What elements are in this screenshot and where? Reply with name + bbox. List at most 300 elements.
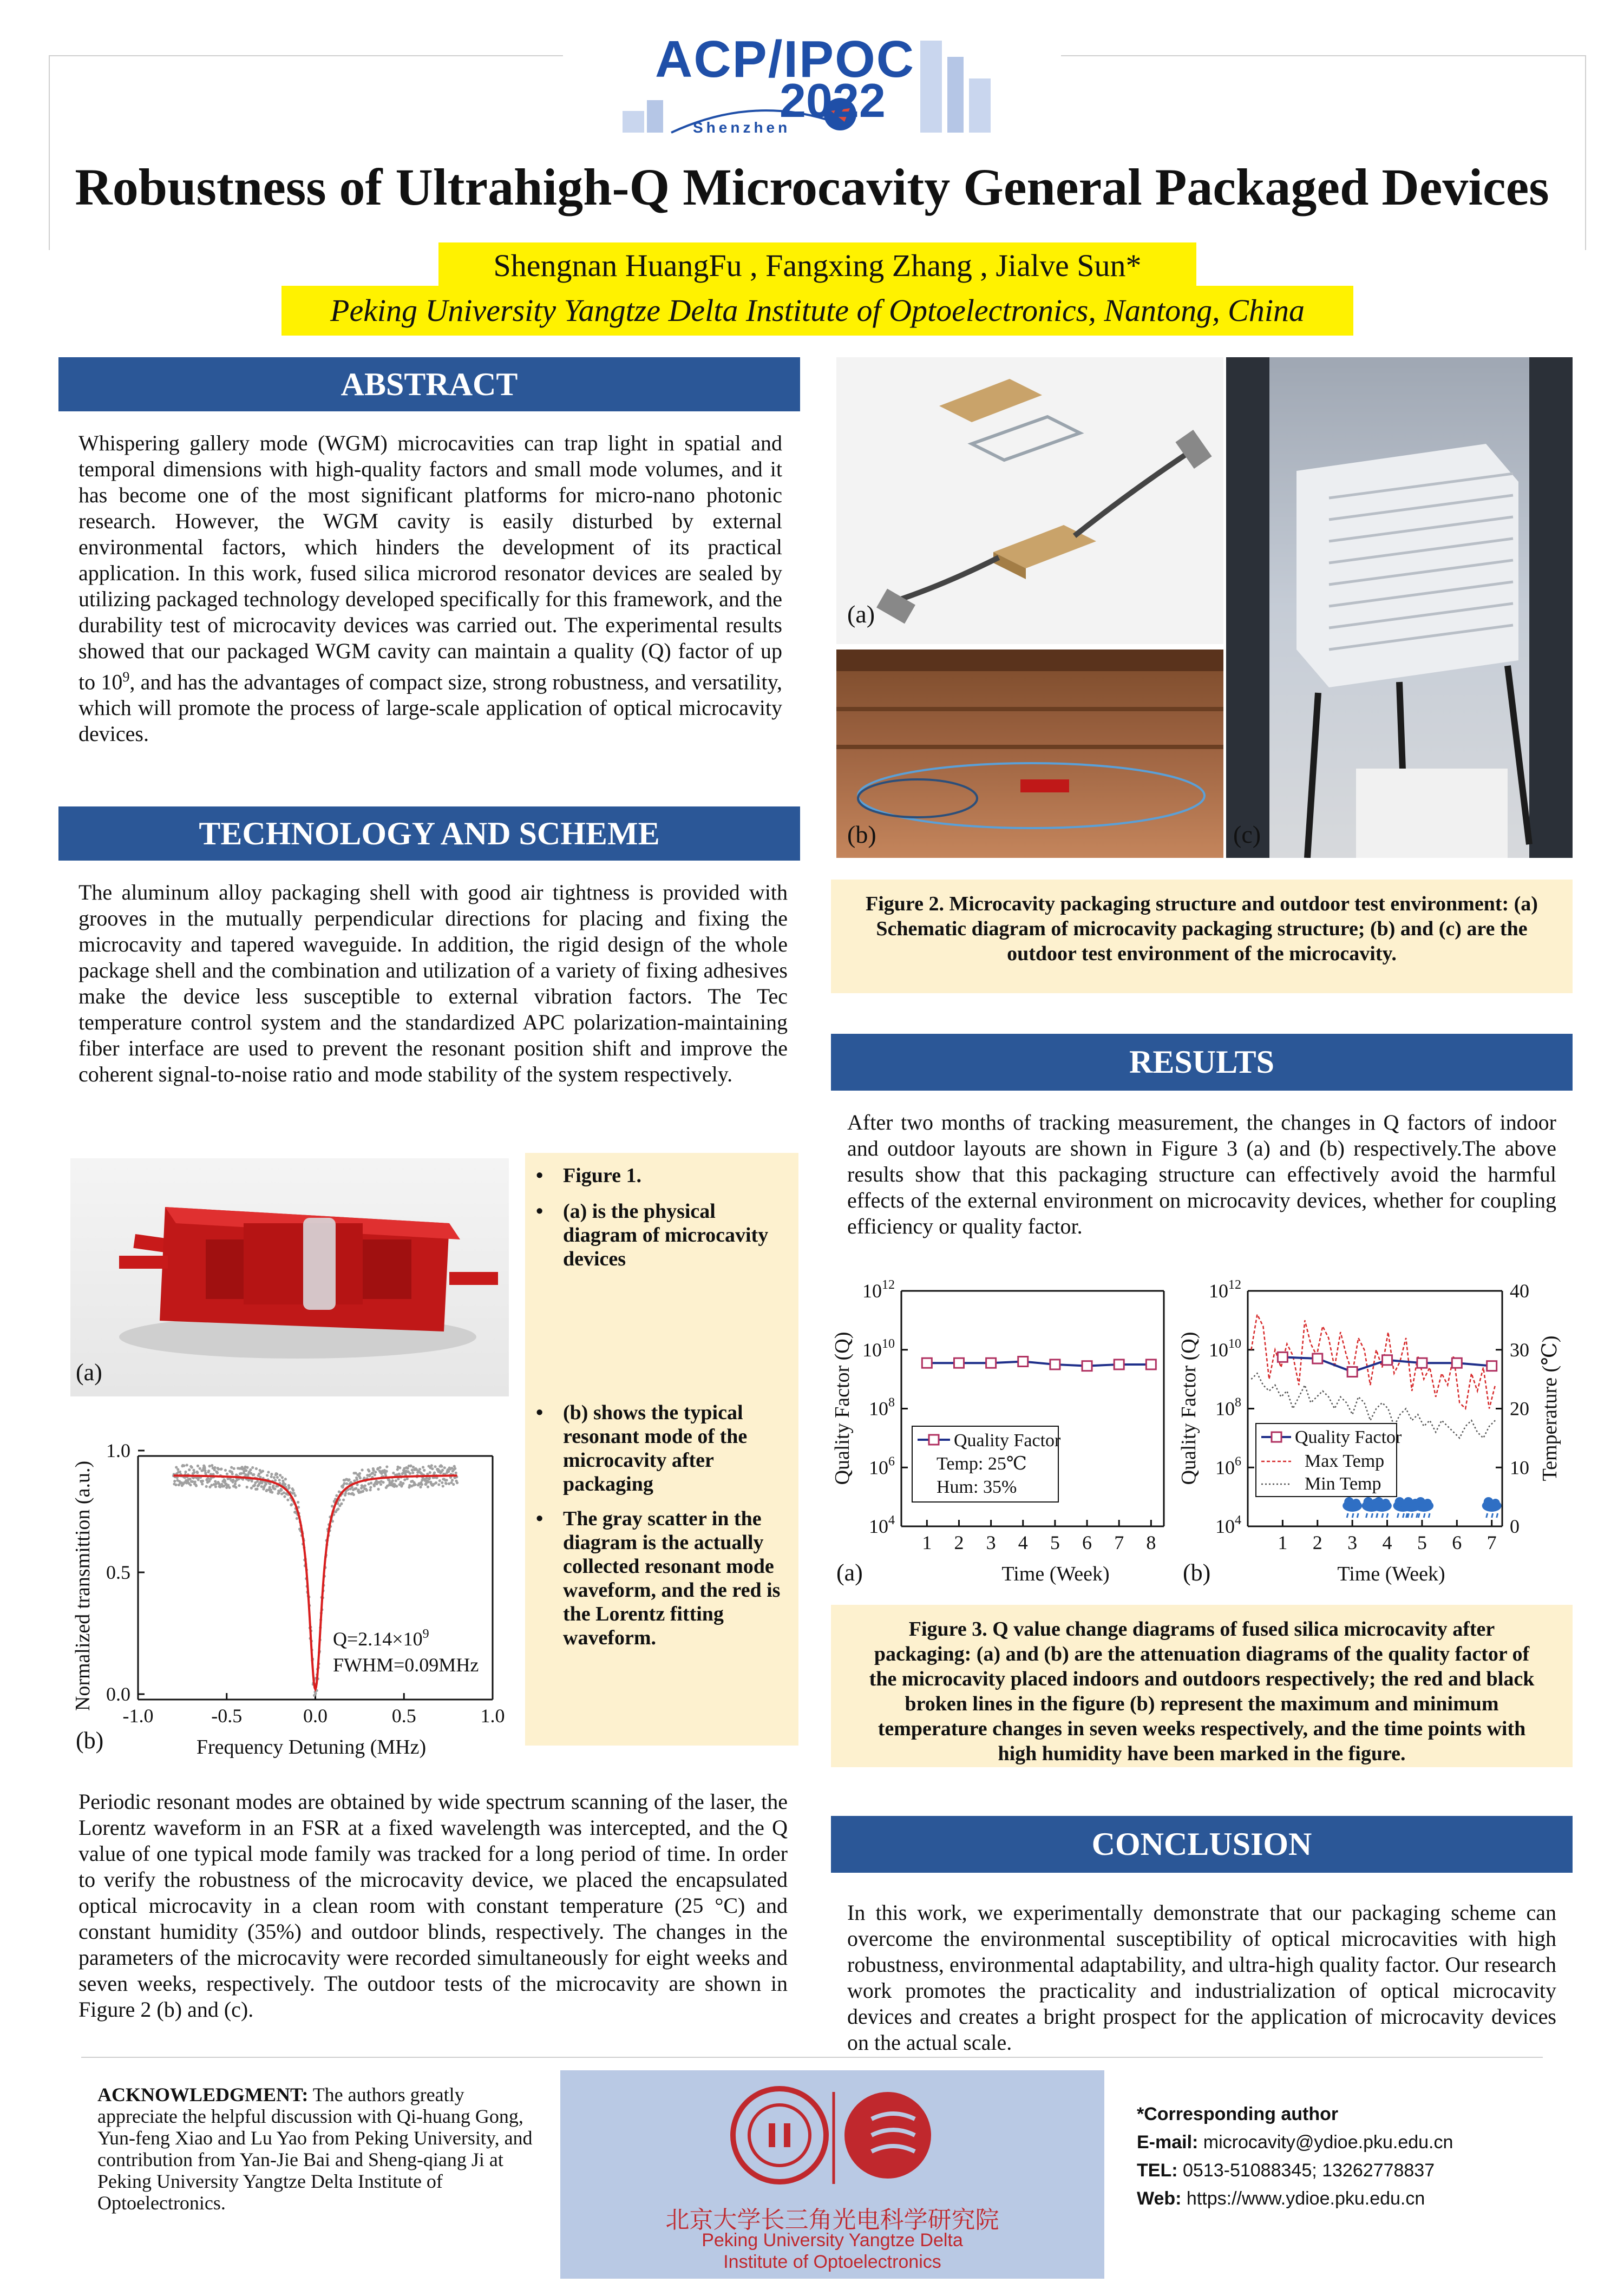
fig3a-q-point — [1018, 1357, 1028, 1367]
fig3b-q-point — [1487, 1361, 1497, 1371]
fig1b-scatter-point — [367, 1482, 370, 1485]
fig1b-scatter-point — [296, 1517, 298, 1520]
fig1b-scatter-point — [281, 1476, 284, 1479]
fig3b-ytick-label: $10^4$ — [1215, 1513, 1241, 1537]
conclusion-heading: CONCLUSION — [831, 1816, 1573, 1873]
fig3a-xtick-label: 4 — [1018, 1532, 1028, 1553]
fig1b-scatter-point — [340, 1503, 343, 1505]
fig1b-scatter-point — [240, 1472, 243, 1475]
frame-bottom — [81, 2057, 1543, 2058]
fig3a-ylabel: Quality Factor (Q) — [831, 1331, 854, 1485]
fig1b-scatter-point — [412, 1466, 415, 1468]
fig1b-scatter-point — [385, 1470, 388, 1473]
fig1b-scatter-point — [447, 1470, 450, 1473]
fig1b-scatter-point — [283, 1495, 286, 1498]
exploded-package-image — [836, 357, 1223, 644]
institution-name-english-2: Institute of Optoelectronics — [723, 2252, 941, 2272]
fig1b-scatter-point — [204, 1469, 206, 1472]
fig1b-scatter-point — [441, 1481, 443, 1484]
humidity-cloud-icon — [1372, 1497, 1392, 1518]
fig3b-xtick-label: 4 — [1382, 1532, 1392, 1553]
fig3b-y2tick-label: 20 — [1510, 1398, 1529, 1420]
fig1b-scatter-point — [283, 1491, 285, 1494]
frame-right — [1585, 55, 1586, 250]
periodic-resonance-text: Periodic resonant modes are obtained by wide spectrum scanning of the laser, the Lorentz waveform in an FSR at a fixed wavelength was intercepted, and the Q value of one typical mode family was tracked for a long period of time. In order to verify the robustness of the microcavity device, we placed the encapsulated optical microcavity in a clean room with constant temperature (25 °C) and constant humidity (35%) and outdoor blinds, respectively. The changes in the parameters of the microcavity were recorded simultaneously for eight weeks and seven weeks, respectively. The outdoor tests of the microcavity are shown in Figure 2 (b) and (c). — [78, 1789, 788, 2022]
fig3b-legend-max-label: Max Temp — [1305, 1451, 1385, 1471]
fig1b-scatter-point — [217, 1468, 220, 1471]
fig1b-scatter-point — [210, 1484, 213, 1486]
fig1b-scatter-point — [440, 1465, 443, 1468]
affiliation: Peking University Yangtze Delta Institute of Optoelectronics, Nantong, China — [281, 286, 1353, 336]
fig3b-xlabel: Time (Week) — [1337, 1563, 1445, 1585]
conference-logo — [617, 30, 1007, 149]
fig3b-q-point — [1452, 1358, 1462, 1368]
louvered-shelter-image — [1226, 357, 1573, 858]
fig1b-scatter-point — [213, 1466, 216, 1469]
fig1b-scatter-point — [255, 1467, 258, 1470]
fig1b-scatter-point — [267, 1471, 270, 1473]
abstract-text-exponent: 9 — [122, 669, 130, 685]
fig1b-scatter-point — [421, 1479, 423, 1481]
fig3a-legend-hum: Hum: 35% — [937, 1477, 1017, 1497]
fig1b-scatter-point — [448, 1482, 450, 1485]
fig1b-scatter-point — [224, 1480, 226, 1482]
fig1b-scatter-point — [391, 1479, 394, 1482]
fig3a-ytick-label: $10^{12}$ — [862, 1278, 895, 1302]
fig3b-xtick-label: 3 — [1347, 1532, 1358, 1553]
fig1b-ylabel: Normalized transmittion (a.u.) — [71, 1460, 94, 1711]
fig3b-ylabel: Quality Factor (Q) — [1177, 1331, 1200, 1485]
fig1b-scatter-point — [271, 1491, 273, 1494]
fig1b-scatter-point — [270, 1488, 272, 1491]
fig1b-scatter-point — [214, 1485, 217, 1488]
fig1b-scatter-point — [201, 1482, 204, 1485]
fig1b-scatter-point — [385, 1465, 388, 1468]
fig1b-scatter-point — [414, 1483, 417, 1486]
fig3b-y2tick-label: 30 — [1510, 1339, 1529, 1361]
fig1b-scatter-point — [365, 1489, 368, 1492]
fig1b-scatter-point — [441, 1469, 444, 1472]
fig1b-scatter-point — [273, 1487, 276, 1490]
fig1b-scatter-point — [348, 1478, 350, 1481]
fig1b-scatter-point — [224, 1469, 227, 1472]
fig1b-scatter-point — [411, 1468, 414, 1471]
fig1b-scatter-point — [368, 1470, 370, 1472]
fig1b-scatter-point — [270, 1473, 273, 1475]
fig1b-scatter-point — [188, 1468, 191, 1471]
fig1b-scatter-point — [361, 1468, 363, 1471]
fig1b-scatter-point — [226, 1473, 228, 1475]
fig3a-xtick-label: 6 — [1082, 1532, 1092, 1553]
fig1b-scatter-point — [435, 1481, 437, 1484]
fig1b-xtick-label: 1.0 — [480, 1705, 505, 1727]
fig1b-scatter-point — [363, 1477, 365, 1479]
fig3a-xtick-label: 1 — [922, 1532, 932, 1553]
figure3-caption-box — [831, 1605, 1573, 1767]
fig3a-xtick-label: 5 — [1050, 1532, 1060, 1553]
fig1b-scatter-point — [392, 1472, 395, 1474]
fig1b-scatter-point — [409, 1465, 412, 1467]
fig3b-q-point — [1383, 1355, 1392, 1365]
fig1b-scatter-point — [355, 1487, 357, 1490]
fig1b-scatter-point — [438, 1479, 441, 1482]
fig3a-xtick-label: 2 — [954, 1532, 964, 1553]
fig1b-scatter-point — [207, 1477, 209, 1480]
figure1-bullet-list — [536, 1164, 790, 1650]
fig1b-scatter-point — [205, 1485, 208, 1488]
fig1b-scatter-point — [252, 1473, 255, 1476]
fig1b-scatter-point — [337, 1507, 339, 1510]
fig1b-scatter-point — [231, 1472, 234, 1475]
fig3a-q-point — [1146, 1360, 1156, 1369]
fig1b-scatter-point — [182, 1464, 185, 1467]
fig1b-scatter-point — [256, 1480, 259, 1482]
fig1b-scatter-point — [442, 1485, 444, 1487]
fig1b-scatter-point — [403, 1478, 406, 1481]
fig3a-xtick-label: 7 — [1114, 1532, 1124, 1553]
fig1b-scatter-point — [431, 1467, 434, 1470]
fig1b-scatter-point — [228, 1486, 231, 1489]
fig1b-scatter-point — [234, 1486, 237, 1488]
fig1b-scatter-point — [434, 1465, 436, 1468]
fig1b-scatter-point — [402, 1482, 404, 1485]
fig3a-xtick-label: 3 — [986, 1532, 996, 1553]
author-list: Shengnan HuangFu , Fangxing Zhang , Jialve Sun* — [438, 242, 1196, 289]
fig1b-scatter-point — [370, 1481, 372, 1484]
fig1b-scatter-point — [454, 1467, 456, 1470]
fig3a-legend-label: Quality Factor — [954, 1431, 1061, 1451]
figure1-label-b: (b) — [76, 1727, 104, 1754]
fig1b-scatter-point — [276, 1473, 278, 1475]
fig1b-scatter-point — [345, 1482, 348, 1485]
contact-web-row: Web: https://www.ydioe.pku.edu.cn — [1137, 2188, 1425, 2209]
fig1b-scatter-point — [451, 1479, 454, 1481]
fig1b-scatter-point — [380, 1472, 383, 1475]
fig1b-scatter-point — [352, 1493, 355, 1496]
abstract-text-main: Whispering gallery mode (WGM) microcavities can trap light in spatial and temporal dimensions with high-quality factors and small mode volumes, and it has become one of the most significant platforms for micro-nano photonic research. However, the WGM cavity is easily disturbed by external environmental factors, which hinders the development of its practical application. In this work, fused silica microrod resonator devices are sealed by utilizing packaged technology developed specifically for this framework, and the durability test of microcavity devices was carried out. The experimental results showed that our packaged WGM cavity can maintain a quality (Q) factor of up to 10 — [78, 431, 782, 694]
contact-email-row: E-mail: microcavity@ydioe.pku.edu.cn — [1137, 2132, 1453, 2153]
fig1b-scatter-point — [189, 1484, 192, 1486]
results-heading: RESULTS — [831, 1034, 1573, 1091]
fig1b-scatter-point — [251, 1466, 254, 1469]
fig1b-scatter-point — [373, 1485, 376, 1487]
fig1b-scatter-point — [193, 1471, 195, 1474]
fig1b-scatter-point — [430, 1464, 433, 1467]
fig3a-xtick-label: 8 — [1146, 1532, 1156, 1553]
fig3a-xlabel: Time (Week) — [1001, 1563, 1110, 1585]
contact-web[interactable]: https://www.ydioe.pku.edu.cn — [1181, 2188, 1425, 2209]
fig1b-scatter-point — [191, 1480, 194, 1483]
fig1b-scatter-point — [348, 1492, 350, 1495]
fig1b-scatter-point — [377, 1488, 379, 1491]
logo-city: Shenzhen — [693, 119, 791, 136]
fig1b-scatter-point — [270, 1475, 273, 1478]
fig3a-q-point — [922, 1358, 932, 1368]
fig1b-scatter-point — [269, 1482, 271, 1485]
fig3b-xtick-label: 6 — [1452, 1532, 1462, 1553]
figure3-label-b: (b) — [1183, 1559, 1211, 1586]
fig3b-xtick-label: 2 — [1312, 1532, 1322, 1553]
fig1b-xtick-label: 0.0 — [303, 1705, 328, 1727]
fig1b-scatter-point — [428, 1477, 431, 1479]
fig1b-scatter-point — [207, 1470, 210, 1472]
fig1b-scatter-point — [445, 1482, 448, 1485]
fig3b-y2tick-label: 0 — [1510, 1516, 1520, 1537]
acknowledgment — [97, 2084, 541, 2214]
fig1b-scatter-point — [379, 1483, 382, 1486]
figure3-label-a: (a) — [836, 1559, 863, 1586]
fig1b-scatter-point — [253, 1484, 256, 1486]
fig3b-xtick-label: 5 — [1417, 1532, 1427, 1553]
fig3a-legend-marker — [929, 1435, 939, 1445]
fig1b-scatter-point — [314, 1692, 317, 1695]
fig1b-scatter-point — [174, 1484, 177, 1486]
fig1b-scatter-point — [197, 1465, 199, 1467]
acknowledgment-text: The authors greatly appreciate the helpful discussion with Qi-huang Gong, Yun-feng Xiao and Lu Yao from Peking University, and contribution from Yan-Jie Bai and Sheng-qiang Ji at Peking University Yangtze Delta Institute of Optoelectronics. — [97, 2084, 533, 2214]
fig1b-scatter-point — [196, 1471, 199, 1474]
fig3a-ytick-label: $10^4$ — [869, 1513, 895, 1537]
fig1b-scatter-point — [261, 1470, 264, 1472]
fig1b-scatter-point — [331, 1505, 333, 1507]
fig3b-ytick-label: $10^6$ — [1215, 1454, 1241, 1479]
figure3a-chart — [828, 1250, 1175, 1597]
fig3b-y2tick-label: 40 — [1510, 1280, 1529, 1302]
figure1-bullet-a: • (a) is the physical diagram of microcavity devices — [536, 1200, 769, 1270]
frame-left — [49, 55, 50, 250]
institution-name-english-1: Peking University Yangtze Delta — [702, 2230, 963, 2251]
conclusion-text: In this work, we experimentally demonstrate that our packaging scheme can overcome the environmental susceptibility of optical microcavities with high robustness, environmental adaptability, and ultra-high quality factor. Our research work promotes the practicality and industrialization of optical microcavity devices and creates a bright prospect for the application of microcavity devices on the actual scale. — [847, 1900, 1556, 2055]
fig1b-scatter-point — [245, 1469, 247, 1472]
fig1b-scatter-point — [429, 1471, 431, 1474]
figure2-label-c: (c) — [1233, 821, 1261, 848]
fig1b-scatter-point — [276, 1476, 279, 1479]
fig1b-scatter-point — [395, 1479, 397, 1482]
acknowledgment-label: ACKNOWLEDGMENT: — [97, 2084, 309, 2105]
fig1b-scatter-point — [197, 1478, 200, 1481]
fig1b-scatter-point — [342, 1499, 345, 1501]
fig3b-legend-q-label: Quality Factor — [1295, 1427, 1402, 1447]
fig1b-scatter-point — [425, 1477, 428, 1480]
fig3a-ytick-label: $10^6$ — [869, 1454, 895, 1479]
fig1b-ytick-label: 0.0 — [106, 1683, 130, 1705]
figure3b-chart — [1175, 1250, 1575, 1597]
fig1b-scatter-point — [443, 1466, 446, 1469]
pku-seal-icon — [725, 2081, 942, 2195]
fig1b-scatter-point — [364, 1484, 366, 1487]
logo-year: 2022 — [780, 74, 886, 127]
fig1b-scatter-point — [232, 1479, 234, 1481]
fig3b-q-point — [1347, 1367, 1357, 1377]
fig1b-scatter-point — [279, 1474, 281, 1477]
fig1b-scatter-point — [179, 1471, 181, 1473]
logo-acronym: ACP/IPOC — [655, 30, 915, 88]
fig1b-scatter-point — [214, 1480, 217, 1482]
fig1b-ytick-label: 1.0 — [106, 1440, 130, 1461]
fig1b-scatter-point — [388, 1479, 391, 1482]
fig1b-scatter-point — [278, 1479, 281, 1481]
frame-top-left — [49, 55, 563, 56]
figure1-bullet-fit: • The gray scatter in the diagram is the actually collected resonant mode waveform, and the red is the Lorentz fitting waveform. — [536, 1507, 781, 1649]
fig1b-scatter-point — [176, 1468, 179, 1471]
fig1b-scatter-point — [191, 1466, 193, 1468]
fig1b-scatter-point — [427, 1480, 430, 1483]
fig3b-q-point — [1278, 1352, 1287, 1362]
fig1b-scatter-point — [343, 1482, 345, 1485]
fig3b-q-point — [1313, 1354, 1322, 1363]
fig3a-q-point — [1114, 1360, 1124, 1369]
fig1b-scatter-point — [369, 1486, 372, 1488]
fig1b-scatter-point — [353, 1479, 356, 1482]
fig3a-q-point — [1082, 1361, 1092, 1371]
contact-info — [1137, 2100, 1570, 2213]
fig1b-scatter-point — [452, 1483, 455, 1486]
fig1b-scatter-point — [382, 1481, 384, 1484]
fig1b-scatter-point — [272, 1484, 274, 1487]
figure1b-chart — [68, 1407, 522, 1764]
fig1b-scatter-point — [362, 1490, 364, 1492]
technology-heading: TECHNOLOGY AND SCHEME — [58, 806, 800, 861]
fig1b-scatter-point — [173, 1480, 176, 1482]
fig3a-legend-temp: Temp: 25℃ — [937, 1454, 1027, 1474]
fig1b-scatter-point — [220, 1467, 222, 1470]
fig1b-scatter-point — [395, 1485, 398, 1487]
fig1b-scatter-point — [266, 1474, 269, 1477]
frame-top-right — [1061, 55, 1586, 56]
fig1b-scatter-point — [421, 1483, 423, 1486]
fig1b-scatter-point — [455, 1472, 457, 1474]
poster-title: Robustness of Ultrahigh-Q Microcavity General Packaged Devices — [75, 158, 1549, 216]
fig1b-scatter-point — [359, 1477, 362, 1479]
fig1b-scatter-point — [411, 1471, 414, 1474]
fig1b-xtick-label: -1.0 — [122, 1705, 154, 1727]
fig1b-scatter-point — [369, 1488, 371, 1491]
fig3a-ytick-label: $10^{10}$ — [862, 1336, 895, 1361]
fig1b-scatter-point — [419, 1486, 422, 1488]
technology-text: The aluminum alloy packaging shell with good air tightness is provided with grooves in the mutually perpendicular directions for placing and fixing the microcavity and tapered waveguide. In addition, the rigid design of the whole package shell and the combination and utilization of a variety of fixing adhesives make the device less susceptible to external vibration factors. The Tec temperature control system and the standardized APC polarization-maintaining fiber interface are used to prevent the resonant position shift and improve the coherent signal-to-noise ratio and mode stability of the system respectively. — [78, 880, 788, 1086]
fig1b-scatter-point — [297, 1501, 299, 1504]
fig1b-scatter-point — [273, 1476, 276, 1479]
figure1-bullet-title: • Figure 1. — [536, 1164, 641, 1187]
institution-name-chinese: 北京大学长三角光电科学研究院 — [665, 2206, 999, 2234]
fig1b-scatter-point — [286, 1499, 289, 1501]
fig1b-scatter-point — [280, 1488, 283, 1491]
figure2-label-b: (b) — [847, 821, 876, 848]
fig1b-scatter-point — [284, 1483, 286, 1486]
fig1b-scatter-point — [204, 1467, 206, 1470]
fig1b-scatter-point — [246, 1466, 248, 1469]
fig1b-scatter-point — [456, 1481, 459, 1484]
figure1-bullet-b: • (b) shows the typical resonant mode of the microcavity after packaging — [536, 1401, 748, 1495]
fig1b-scatter-point — [400, 1481, 402, 1484]
fig1b-annotation-fwhm: FWHM=0.09MHz — [333, 1654, 479, 1676]
fig1b-scatter-point — [422, 1466, 424, 1468]
fig1b-scatter-point — [219, 1486, 221, 1488]
fig1b-annotation-q: $Q=2.14\times 10^9$ — [333, 1627, 429, 1650]
contact-tel: 0513-51088345; 13262778837 — [1177, 2160, 1435, 2181]
fig3b-q-point — [1417, 1358, 1427, 1368]
fig1b-scatter-point — [184, 1471, 187, 1473]
figure2c-photo — [1226, 357, 1573, 858]
fig1b-scatter-point — [233, 1467, 235, 1470]
contact-email[interactable]: microcavity@ydioe.pku.edu.cn — [1198, 2132, 1453, 2153]
fig1b-scatter-point — [335, 1494, 338, 1497]
fig1b-scatter-point — [250, 1487, 253, 1490]
fig1b-scatter-point — [269, 1486, 271, 1488]
fig3a-ytick-label: $10^8$ — [869, 1395, 895, 1420]
fig3b-y2label: Temperature (℃) — [1538, 1335, 1561, 1481]
figure1a-photo — [70, 1158, 509, 1396]
fig1b-scatter-point — [195, 1484, 198, 1487]
fig1b-scatter-point — [378, 1466, 381, 1469]
fig3b-xtick-label: 1 — [1278, 1532, 1288, 1553]
fig1b-scatter-point — [437, 1483, 440, 1486]
fig3b-ytick-label: $10^8$ — [1215, 1395, 1241, 1420]
fig1b-scatter-point — [201, 1480, 204, 1482]
contact-heading: *Corresponding author — [1137, 2104, 1339, 2124]
fig3b-ytick-label: $10^{10}$ — [1209, 1336, 1241, 1361]
abstract-text-end: , and has the advantages of compact size, strong robustness, and versatility, which will promote the process of large-scale application of optical microcavity devices. — [78, 670, 782, 746]
fig1b-scatter-point — [445, 1479, 448, 1481]
fig1b-scatter-point — [374, 1471, 377, 1473]
fig1b-scatter-point — [427, 1485, 429, 1488]
fig1b-scatter-point — [284, 1478, 287, 1480]
figure3-caption: Figure 3. Q value change diagrams of fused silica microcavity after packaging: (a) and (b) are the attenuation diagrams of the quality factor of the microcavity placed indoors and outdoors respectively; the red and black broken lines in the figure (b) represent the maximum and minimum temperature changes in seven weeks respectively, and the time points with high humidity have been marked in the figure. — [869, 1618, 1535, 1765]
fig1b-scatter-point — [398, 1466, 401, 1469]
fig3a-q-point — [1050, 1360, 1060, 1369]
fig3a-q-point — [986, 1358, 996, 1368]
fig1b-xlabel: Frequency Detuning (MHz) — [196, 1736, 427, 1759]
fig1b-scatter-point — [230, 1466, 233, 1469]
fig1b-scatter-point — [249, 1468, 252, 1471]
fig1b-scatter-point — [356, 1478, 358, 1481]
fig3b-ytick-label: $10^{12}$ — [1209, 1278, 1241, 1302]
fig1b-scatter-point — [194, 1480, 197, 1483]
fig1b-ytick-label: 0.5 — [106, 1562, 130, 1583]
fig3b-legend-q-marker — [1272, 1432, 1281, 1442]
fig1b-scatter-point — [256, 1488, 258, 1491]
fig1b-scatter-point — [288, 1486, 291, 1489]
fig3b-xtick-label: 7 — [1487, 1532, 1497, 1553]
fig1b-scatter-point — [396, 1468, 399, 1471]
fig1b-scatter-point — [260, 1485, 263, 1488]
fig3b-y2tick-label: 10 — [1510, 1457, 1529, 1479]
humidity-cloud-icon — [1343, 1497, 1362, 1518]
fig1b-scatter-point — [246, 1486, 248, 1488]
fig1b-scatter-point — [208, 1465, 211, 1467]
fig3a-q-point — [954, 1358, 964, 1368]
fig1b-scatter-point — [292, 1489, 294, 1492]
figure2-caption: Figure 2. Microcavity packaging structure and outdoor test environment: (a) Schematic diagram of microcavity packaging structure; (b) and (c) are the outdoor test environment of the microcavity. — [866, 893, 1538, 965]
fig1b-scatter-point — [358, 1472, 361, 1475]
results-text: After two months of tracking measurement, the changes in Q factors of indoor and outdoor layouts are shown in Figure 3 (a) and (b) respectively.The above results show that this packaging structure can effectively avoid the harmful effects of the external environment on microcavity devices, whether for coupling efficiency or quality factor. — [847, 1110, 1556, 1238]
figure2b-photo — [836, 650, 1223, 858]
fig1b-scatter-point — [423, 1469, 425, 1472]
fig1b-scatter-point — [238, 1484, 240, 1487]
fig3b-legend-min-label: Min Temp — [1305, 1474, 1381, 1494]
fig1b-xtick-label: 0.5 — [391, 1705, 416, 1727]
fig1b-scatter-point — [290, 1503, 293, 1506]
fig1b-scatter-point — [374, 1473, 376, 1476]
fig1b-xtick-label: -0.5 — [211, 1705, 243, 1727]
figure2a-schematic — [836, 357, 1223, 644]
humidity-cloud-icon — [1482, 1497, 1502, 1518]
fig1b-scatter-point — [433, 1471, 436, 1474]
fig1b-scatter-point — [274, 1479, 277, 1481]
fig1b-scatter-point — [199, 1467, 201, 1470]
institution-logo-panel — [560, 2070, 1104, 2279]
fig1b-scatter-point — [189, 1478, 192, 1480]
figure1-label-a: (a) — [76, 1359, 102, 1386]
